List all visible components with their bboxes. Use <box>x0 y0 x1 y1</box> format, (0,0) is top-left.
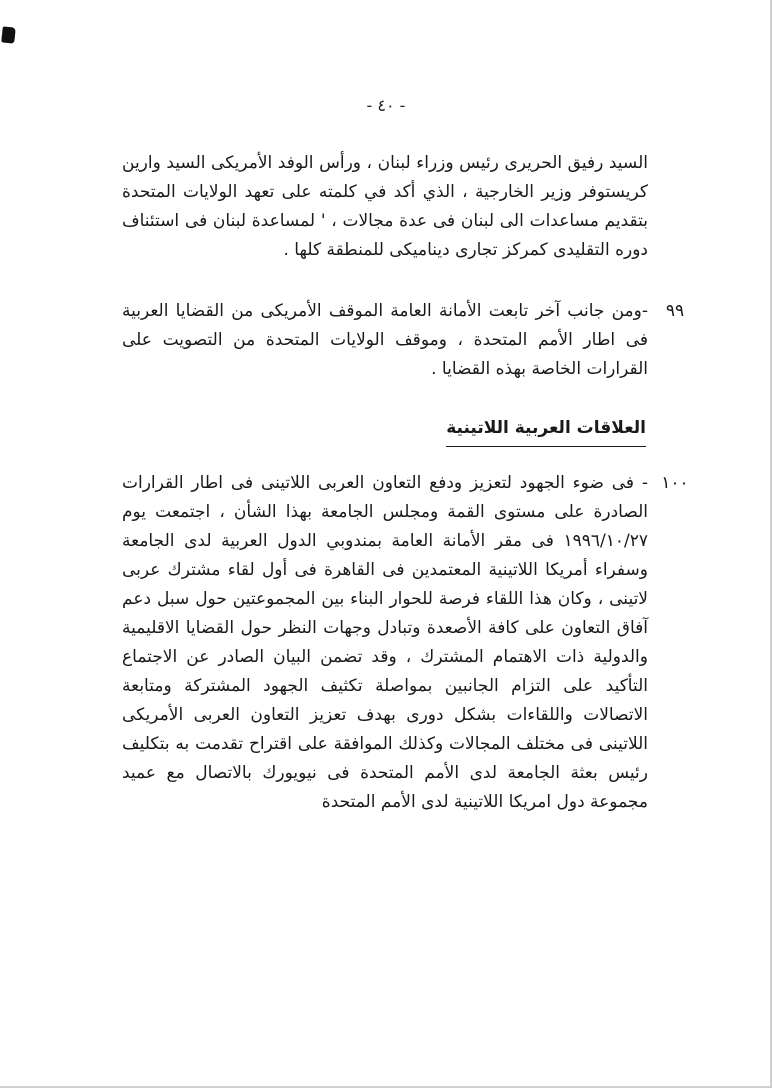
numbered-paragraph <box>122 297 685 384</box>
intro-paragraph: السيد رفيق الحريرى رئيس وزراء لبنان ، ورأس الوفد الأمريكى السيد وارين كريستوفر وزير الخارجية ، الذي أكد في كلمته على تعهد الولايات المتحدة بتقديم مساعدات الى لبنان فى عدة مجالات ، ' لمساعدة لبنان فى استئناف دوره التقليدى كمركز تجارى ديناميكى للمنطقة كلها . <box>122 153 648 260</box>
scan-artifact <box>1 26 16 43</box>
paragraph-number: ١٠٠ <box>661 473 689 493</box>
paragraph-text: -ومن جانب آخر تابعت الأمانة العامة الموقف الأمريكى من القضايا العربية فى اطار الأمم المتحدة ، وموقف الولايات المتحدة من التصويت على القرارات الخاصة بهذه القضايا . <box>122 301 648 379</box>
section-heading: العلاقات العربية اللاتينية <box>446 414 646 447</box>
section-heading-row <box>122 414 648 469</box>
numbered-paragraph <box>122 469 689 817</box>
paragraph-text: - فى ضوء الجهود لتعزيز ودفع التعاون العربى اللاتينى فى اطار القرارات الصادرة على مستوى القمة ومجلس الجامعة بهذا الشأن ، اجتمعت يوم ١٩٩٦/١٠/٢٧ فى مقر الأمانة العامة بمندوبي الدول العربية لدى الجامعة وسفراء أمريكا اللاتينية المعتمدين فى القاهرة فى أول لقاء مشترك عربى لاتينى ، وكان هذا اللقاء فرصة للحوار البناء بين المجموعتين حول سبل دعم آفاق التعاون على كافة الأصعدة وتبادل وجهات النظر حول القضايا الاقليمية والدولية ذات الاهتمام المشترك ، وقد تضمن البيان الصادر عن الاجتماع التأكيد على التزام الجانبين بمواصلة تكثيف الجهود المشتركة ومتابعة الاتصالات واللقاءات بشكل دورى بهدف تعزيز التعاون العربى الأمريكى اللاتينى فى مختلف المجالات وكذلك الموافقة على اقتراح تقدمت به بتكليف رئيس بعثة الجامعة لدى الأمم المتحدة فى نيويورك بالاتصال مع عميد مجموعة دول امريكا اللاتينية لدى الأمم المتحدة <box>122 473 648 812</box>
page-content <box>122 149 689 817</box>
page-number: - ٤٠ - <box>366 96 406 115</box>
paragraph-number: ٩٩ <box>665 301 685 321</box>
